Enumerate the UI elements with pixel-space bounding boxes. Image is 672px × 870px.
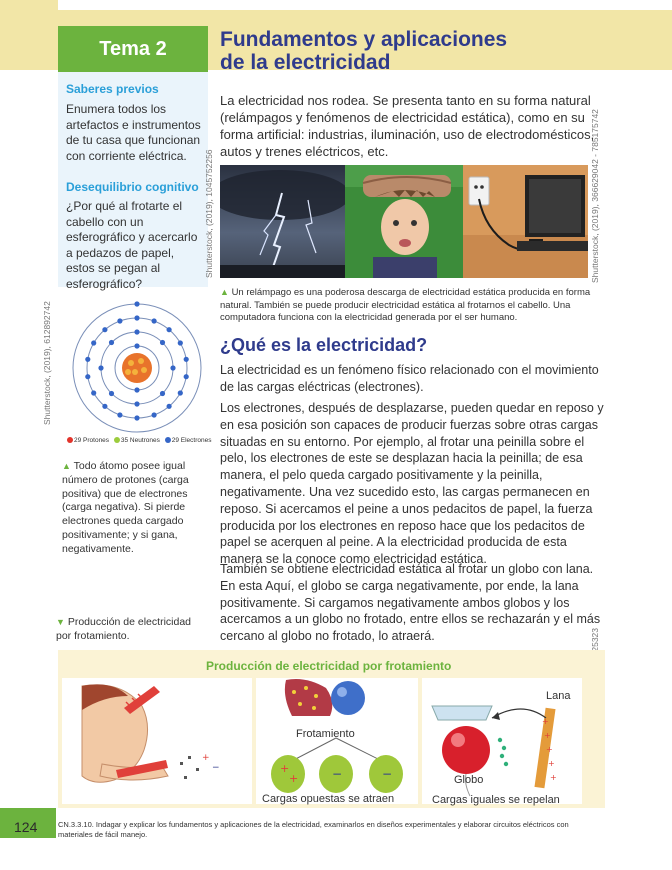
intro-paragraph: La electricidad nos rodea. Se presenta tanto en su forma natural (relámpagos y fenómenos de electricidad estática), como en su forma artificial: industrias, iluminación, uso de electrodomésticos, autos y trenes eléctricos, etc. <box>220 93 595 159</box>
credit-photo1: Shutterstock, (2019), 1045752256 <box>204 149 214 278</box>
section-title: ¿Qué es la electricidad? <box>220 335 428 355</box>
electron <box>102 327 107 332</box>
atom-legend <box>64 437 211 444</box>
legend-protons: 29 Protones <box>74 437 110 444</box>
electron <box>184 357 189 362</box>
svg-text:+: + <box>202 753 210 763</box>
legend-electrons: 29 Electrones <box>171 437 212 444</box>
electron <box>134 301 139 306</box>
desequilibrio-heading: Desequilibrio cognitivo <box>66 180 199 194</box>
electron <box>170 365 175 370</box>
electron <box>152 412 157 417</box>
atom-caption <box>62 460 200 557</box>
section-paragraph-3: También se obtiene electricidad estática al frotar un globo con lana. En esta Aquí, el globo se carga negativamente, por ende, la lana positivamente. Si cargamos negativamente ambos globos y los acercamos a un globo no frotado, entre ellos se rechazarán y el más cercano al globo no frotado, lo atraerá. <box>220 562 601 644</box>
proton-dot-icon <box>67 437 73 443</box>
svg-text:+: + <box>289 772 299 785</box>
page-title-line2: de la electricidad <box>220 51 391 74</box>
saberes-text: Enumera todos los artefactos e instrumentos de tu casa que funcionan con corriente eléctrica. <box>66 102 201 163</box>
photo-caption-text: Un relámpago es una poderosa descarga de electricidad estática producida en forma natural. También se puede producir electricidad estática al frotarnos el cabello. Una computadora funciona con la electricidad generada por el ser humano. <box>220 287 591 323</box>
electron <box>91 340 96 345</box>
electron <box>117 412 122 417</box>
page-title <box>220 28 640 74</box>
svg-text:−: − <box>382 767 393 781</box>
page-title-line1: Fundamentos y aplicaciones <box>220 28 508 51</box>
electron <box>178 340 183 345</box>
friction-illustration-title: Producción de electricidad por frotamiento <box>206 659 452 673</box>
boy-hair-photo <box>345 165 463 278</box>
electron <box>184 374 189 379</box>
electron <box>109 391 114 396</box>
electron <box>102 404 107 409</box>
neutron-dot-icon <box>114 437 120 443</box>
electron <box>98 365 103 370</box>
svg-text:−: − <box>212 763 220 773</box>
electron <box>134 343 139 348</box>
atom-caption-text: Todo átomo posee igual número de protones (carga positiva) que de electrones (carga negativa). Si pierde electrones queda cargado positivamente; y si gana, negativamente. <box>62 460 189 555</box>
svg-text:+: + <box>550 773 557 782</box>
friction-caption <box>56 616 206 644</box>
electron <box>160 391 165 396</box>
label-lana: Lana <box>546 690 571 702</box>
page-number: 124 <box>14 819 38 835</box>
photo-caption <box>220 286 605 325</box>
desequilibrio-text: ¿Por qué al frotarte el cabello con un esferográfico y acercarlo a pedazos de papel, estos se pegan al esferográfico? <box>66 199 198 291</box>
label-frotamiento: Frotamiento <box>296 728 355 740</box>
electron <box>160 340 165 345</box>
triangle-up-icon: ▲ <box>220 287 229 297</box>
svg-text:+: + <box>542 717 549 726</box>
electron <box>85 374 90 379</box>
legend-neutrons: 35 Neutrones <box>120 437 160 444</box>
triangle-down-icon: ▼ <box>56 617 65 627</box>
tema-tab: Tema 2 <box>58 26 208 72</box>
svg-text:+: + <box>548 759 555 768</box>
saberes-heading: Saberes previos <box>66 82 159 96</box>
electron <box>152 318 157 323</box>
footer-note: CN.3.3.10. Indagar y explicar los fundamentos y aplicaciones de la electricidad, examinarlos en diseños experimentales y elaborar circuitos eléctricos con materiales de fácil manejo. <box>58 820 569 839</box>
electron <box>91 390 96 395</box>
svg-text:+: + <box>280 762 290 775</box>
section-paragraph-2: Los electrones, después de desplazarse, pueden quedar en reposo y en esa posición son capaces de producir fuerzas sobre otras cargas situadas en su entorno. Por ejemplo, al frotar una peinilla sobre el pelo, los electrones de este se desplazan hacia la peinilla; de esa manera, el pelo queda cargado positivamente y la peinilla, negativamente. Una vez sucedido esto, las cargas permanecen en reposo. Si acercamos el peine a unos pedacitos de papel, la fuerza producida por los electrones en reposo hace que los pedacitos de papel se acerquen al peine. A la electricidad producida de esta manera se la conoce como electricidad estática. <box>220 401 604 567</box>
electron <box>134 415 139 420</box>
label-opuestas: Cargas opuestas se atraen <box>262 793 395 805</box>
credit-left: Shutterstock, (2019), 612892742 <box>42 301 52 425</box>
lightning-photo <box>220 165 345 278</box>
friction-caption-text: Producción de electricidad por frotamiento. <box>56 616 191 642</box>
balloons-attract-panel <box>256 678 418 804</box>
electron <box>134 315 139 320</box>
electron <box>134 401 139 406</box>
credit-photo3: Shutterstock, (2019), 366629042 - 785175742 <box>590 109 600 283</box>
comb-hair-panel <box>62 678 252 804</box>
electron <box>134 329 139 334</box>
electron <box>134 387 139 392</box>
electron <box>167 327 172 332</box>
electron <box>178 390 183 395</box>
triangle-up-icon: ▲ <box>62 461 71 471</box>
header-band-gap <box>58 0 672 10</box>
section-paragraph-1: La electricidad es un fenómeno físico relacionado con el movimiento de las cargas eléctricas (electrones). <box>220 363 599 394</box>
electron <box>85 357 90 362</box>
atom-diagram <box>62 298 212 448</box>
svg-text:+: + <box>546 745 553 754</box>
electron <box>167 404 172 409</box>
svg-text:−: − <box>332 767 343 781</box>
svg-text:+: + <box>544 731 551 740</box>
label-iguales: Cargas iguales se repelan <box>432 794 560 806</box>
label-globo: Globo <box>454 774 484 786</box>
electron <box>117 318 122 323</box>
computer-photo <box>463 165 588 278</box>
electron-dot-icon <box>165 437 171 443</box>
electron <box>109 340 114 345</box>
